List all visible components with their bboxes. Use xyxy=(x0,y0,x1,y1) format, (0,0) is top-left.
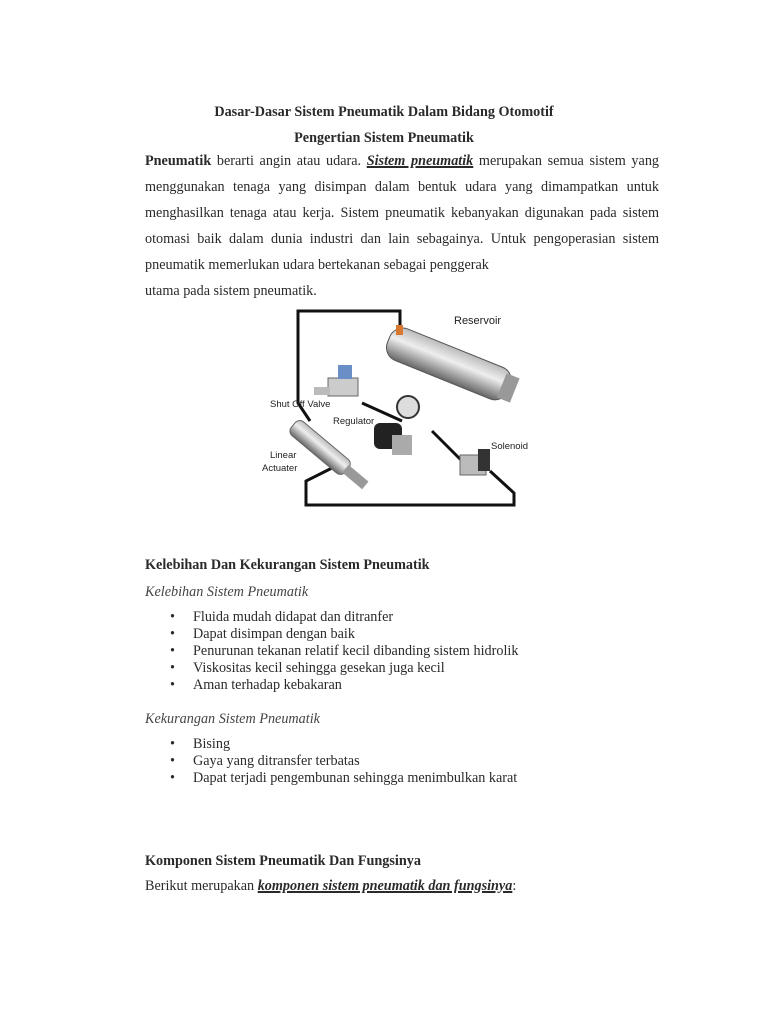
intro-last-line: utama pada sistem pneumatik. xyxy=(145,283,317,299)
list-item-text: Aman terhadap kebakaran xyxy=(193,677,342,693)
label-actuater: Actuater xyxy=(262,463,298,474)
pneumatic-system-diagram xyxy=(262,303,532,533)
list-item xyxy=(145,643,518,660)
label-linear: Linear xyxy=(270,450,297,461)
bullet-icon: • xyxy=(170,736,175,752)
intro-text: berarti angin atau udara. xyxy=(211,153,367,169)
bullet-icon: • xyxy=(170,609,175,625)
intro-paragraph xyxy=(145,148,659,304)
bullet-icon: • xyxy=(170,753,175,769)
list-item-text: Viskositas kecil sehingga gesekan juga kecil xyxy=(193,660,445,676)
regulator xyxy=(374,396,419,455)
heading-komponen: Komponen Sistem Pneumatik Dan Fungsinya xyxy=(145,853,421,869)
bullet-icon: • xyxy=(170,770,175,786)
section-title: Pengertian Sistem Pneumatik xyxy=(294,130,474,146)
list-item-text: Gaya yang ditransfer terbatas xyxy=(193,753,360,769)
label-regulator: Regulator xyxy=(333,416,375,427)
term-pneumatik: Pneumatik xyxy=(145,153,212,169)
label-shut-off-valve: Shut Off Valve xyxy=(270,399,331,410)
fitting xyxy=(396,325,403,335)
list-item-text: Bising xyxy=(193,736,231,752)
list-item xyxy=(145,677,518,694)
advantages-list xyxy=(145,609,518,694)
bullet-icon: • xyxy=(170,677,175,693)
label-reservoir: Reservoir xyxy=(454,315,502,327)
solenoid xyxy=(460,449,490,475)
linear-actuator xyxy=(288,416,375,492)
document-title: Dasar-Dasar Sistem Pneumatik Dalam Bidang Otomotif xyxy=(214,104,554,120)
shut-off-valve xyxy=(314,365,358,396)
komponen-link[interactable]: komponen sistem pneumatik dan fungsinya xyxy=(257,878,513,894)
bullet-icon: • xyxy=(170,660,175,676)
list-item-text: Dapat disimpan dengan baik xyxy=(193,626,355,642)
heading-kelebihan-kekurangan: Kelebihan Dan Kekurangan Sistem Pneumatik xyxy=(145,557,430,573)
bullet-icon: • xyxy=(170,643,175,659)
intro-text: merupakan semua sistem yang menggunakan tenaga yang disimpan dalam bentuk udara yang dimampatkan untuk menghasilkan tenaga atau kerja. Sistem pneumatik kebanyakan digunakan pada sistem otomasi baik dalam dunia industri dan lain sebagainya. Untuk pengoperasian sistem pneumatik memerlukan udara bertekanan sebagai penggerak xyxy=(145,153,660,273)
disadvantages-list xyxy=(145,736,517,787)
list-item xyxy=(145,753,517,770)
list-item-text: Penurunan tekanan relatif kecil dibanding sistem hidrolik xyxy=(193,643,519,659)
list-item xyxy=(145,770,517,787)
subheading-kekurangan: Kekurangan Sistem Pneumatik xyxy=(145,711,320,727)
list-item-text: Dapat terjadi pengembunan sehingga menimbulkan karat xyxy=(193,770,518,786)
subheading-kelebihan: Kelebihan Sistem Pneumatik xyxy=(145,584,309,600)
list-item xyxy=(145,660,518,677)
list-item xyxy=(145,626,518,643)
intro-text: : xyxy=(512,878,517,894)
bullet-icon: • xyxy=(170,626,175,642)
list-item xyxy=(145,736,517,753)
list-item-text: Fluida mudah didapat dan ditranfer xyxy=(193,609,394,625)
komponen-intro xyxy=(145,878,516,895)
list-item xyxy=(145,609,518,626)
intro-text: Berikut merupakan xyxy=(145,878,258,894)
reservoir-tank xyxy=(382,324,521,406)
sistem-pneumatik-link[interactable]: Sistem pneumatik xyxy=(366,153,474,169)
label-solenoid: Solenoid xyxy=(491,441,528,452)
